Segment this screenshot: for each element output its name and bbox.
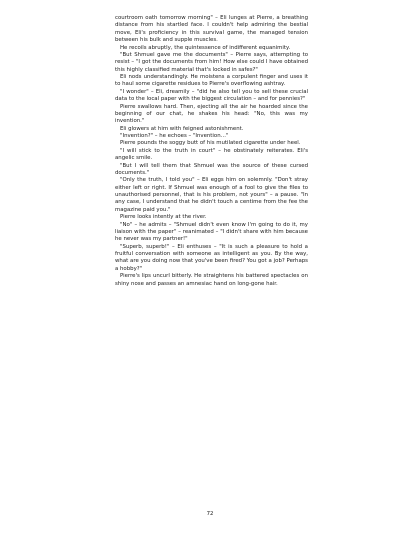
paragraph: "But Shmuel gave me the documents" – Pierre says, attempting to resist – "I got the documents from him! How else could I have obtained this highly classified material that's locked in safes?" bbox=[115, 51, 308, 73]
paragraph: Pierre pounds the soggy butt of his mutilated cigarette under heel. bbox=[120, 140, 301, 147]
paragraph: courtroom oath tomorrow morning" – Eli lunges at Pierre, a breathing distance from his startled face. I couldn't help admiring the bestial move, Eli's proficiency in this survival game, the managed tension between his bulk and supple muscles. bbox=[115, 15, 308, 44]
page-number: 72 bbox=[206, 511, 214, 517]
paragraph: Pierre looks intently at the river. bbox=[120, 214, 207, 221]
paragraph: "Only the truth, I told you" – Eli eggs him on solemnly. "Don't stray either left or right. If Shmuel was enough of a fool to give the files to unauthorised personnel, that is his problem, not yours" – a pause. "In any case, I understand that he didn't touch a centime from the fee the magazine paid you." bbox=[115, 177, 308, 213]
paragraph: "No" – he admits – "Shmuel didn't even know I'm going to do it, my liaison with the paper" – reanimated – "I didn't share with him because he never was my partner!" bbox=[115, 221, 308, 243]
paragraph: He recoils abruptly, the quintessence of indifferent equanimity. bbox=[120, 44, 291, 51]
paragraph: Eli nods understandingly. He moistens a corpulent finger and uses it to haul some cigarette residues to Pierre's overflowing ashtray. bbox=[115, 74, 308, 88]
paragraph: Pierre swallows hard. Then, ejecting all the air he hoarded since the beginning of our chat, he shakes his head: "No, this was my invention." bbox=[115, 103, 308, 125]
paragraph: "But I will tell them that Shmuel was the source of these cursed documents." bbox=[115, 162, 308, 176]
body-text bbox=[115, 15, 308, 288]
paragraph: "Superb, superb!" – Eli enthuses – "It is such a pleasure to hold a fruitful conversation with someone as intelligent as you. By the way, what are you doing now that you've been fired? You got a job? Perhaps a hobby?" bbox=[115, 243, 308, 272]
paragraph: Pierre's lips uncurl bitterly. He straightens his battered spectacles on shiny nose and passes an amnesiac hand on long-gone hair. bbox=[115, 273, 308, 287]
paragraph: "Invention?" – he echoes – "Invention…" bbox=[120, 133, 229, 139]
paragraph: Eli glowers at him with feigned astonishment. bbox=[120, 125, 244, 132]
paragraph: "I will stick to the truth in court" – he obstinately reiterates. Eli's angelic smile. bbox=[115, 147, 308, 162]
paragraph: "I wonder" – Eli, dreamily – "did he also tell you to sell these crucial data to the local paper with the biggest circulation – and for pennies?" bbox=[115, 88, 308, 103]
